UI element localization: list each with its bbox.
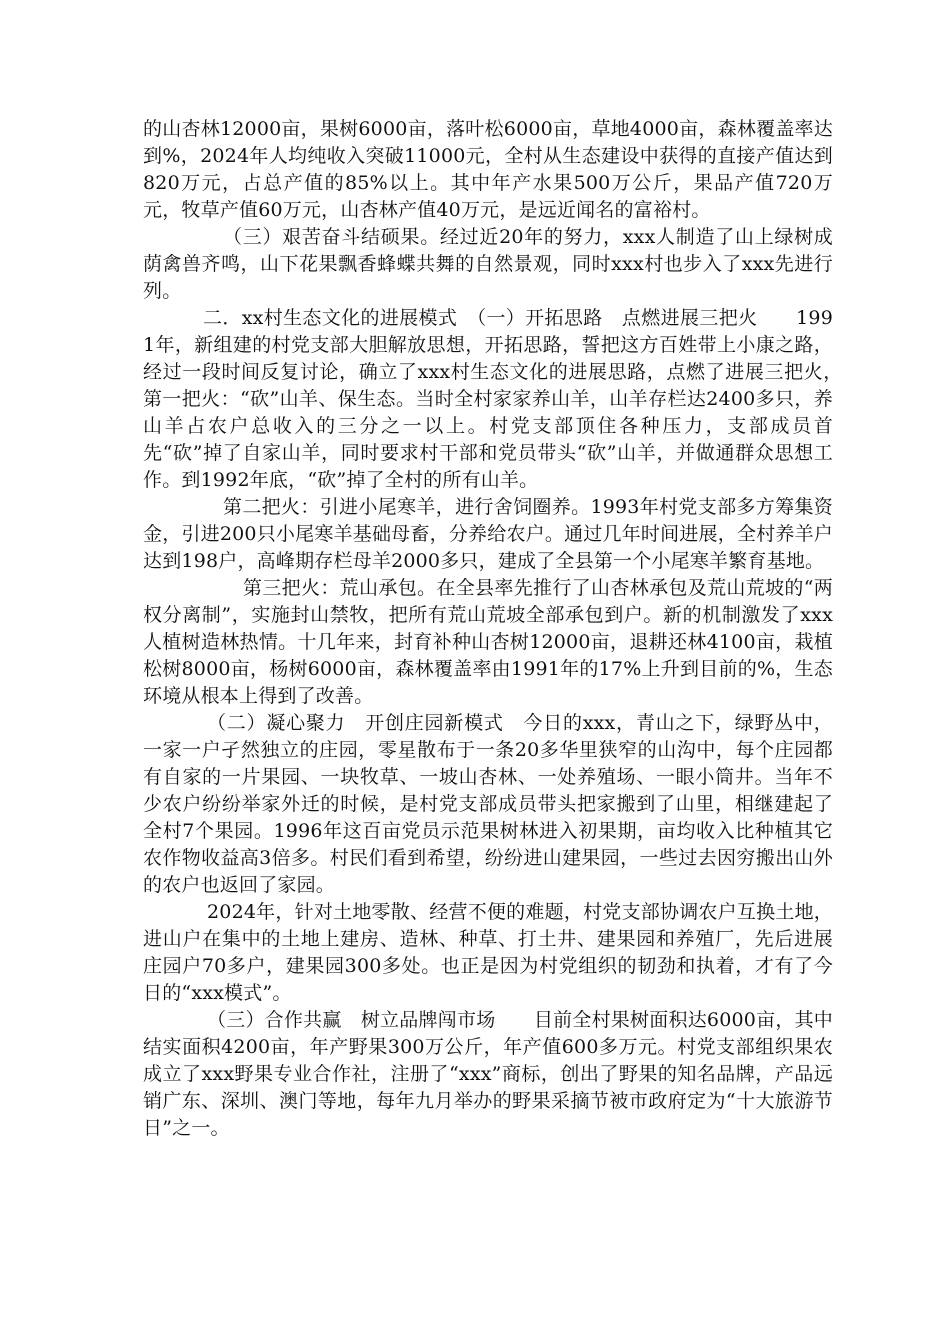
paragraph-income-summary: 的山杏林12000亩，果树6000亩，落叶松6000亩，草地4000亩，森林覆盖率达到%，2024年人均纯收入突破11000元，全村从生态建设中获得的直接产值达到820万元，占总产值的85%以上。其中年产水果500万公斤，果品产值720万元，牧草产值60万元，山杏林产值40万元，是远近闻名的富裕村。 [143,118,833,221]
paragraph-land-exchange: 2024年，针对土地零散、经营不便的难题，村党支部协调农户互换土地，进山户在集中的土地上建房、造林、种草、打土井、建果园和养殖厂，先后进展庄园户70多户，建果园300多处。也正是因为村党组织的韧劲和执着，才有了今日的“xxx模式”。 [143,901,833,1004]
paragraph-third-fire: 第三把火：荒山承包。在全县率先推行了山杏林承包及荒山荒坡的“两权分离制”，实施封山禁牧，把所有荒山荒坡全部承包到户。新的机制激发了xxx人植树造林热情。十几年来，封育补种山杏树12000亩，退耕还林4100亩，栽植松树8000亩，杨树6000亩，森林覆盖率由1991年的17%上升到目前的%，生态环境从根本上得到了改善。 [143,577,833,707]
paragraph-brand-market: （三）合作共赢 树立品牌闯市场 目前全村果树面积达6000亩，其中结实面积4200亩，年产野果300万公斤，年产值600多万元。村党支部组织果农成立了xxx野果专业合作社，注册了“xxx”商标，创出了野果的知名品牌，产品远销广东、深圳、澳门等地，每年九月举办的野果采摘节被市政府定为“十大旅游节日”之一。 [143,1009,833,1139]
document-body [143,116,872,1142]
paragraph-development-model: 二．xx村生态文化的进展模式 （一）开拓思路 点燃进展三把火 1991年，新组建的村党支部大胆解放思想，开拓思路，誓把这方百姓带上小康之路，经过一段时间反复讨论，确立了xxx村生态文化的进展思路，点燃了进展三把火， 第一把火：“砍”山羊、保生态。当时全村家家养山羊，山羊存栏达2400多只，养山羊占农户总收入的三分之一以上。村党支部顶住各种压力，支部成员首先“砍”掉了自家山羊，同时要求村干部和党员带头“砍”山羊，并做通群众思想工作。到1992年底，“砍”掉了全村的所有山羊。 [143,307,872,491]
paragraph-estate-model: （二）凝心聚力 开创庄园新模式 今日的xxx，青山之下，绿野丛中，一家一户孑然独立的庄园，零星散布于一条20多华里狭窄的山沟中，每个庄园都有自家的一片果园、一块牧草、一坡山杏林、一处养殖场、一眼小筒井。当年不少农户纷纷举家外迁的时候，是村党支部成员带头把家搬到了山里，相继建起了全村7个果园。1996年这百亩党员示范果树林进入初果期，亩均收入比种植其它农作物收益高3倍多。村民们看到希望，纷纷进山建果园，一些过去因穷搬出山外的农户也返回了家园。 [143,712,833,896]
paragraph-hard-work-results: （三）艰苦奋斗结硕果。经过近20年的努力，xxx人制造了山上绿树成荫禽兽齐鸣，山下花果飘香蜂蝶共舞的自然景观，同时xxx村也步入了xxx先进行列。 [143,226,833,302]
paragraph-second-fire: 第二把火：引进小尾寒羊，进行舍饲圈养。1993年村党支部多方筹集资金，引进200只小尾寒羊基础母畜，分养给农户。通过几年时间进展，全村养羊户达到198户，高峰期存栏母羊2000多只，建成了全县第一个小尾寒羊繁育基地。 [143,496,833,572]
